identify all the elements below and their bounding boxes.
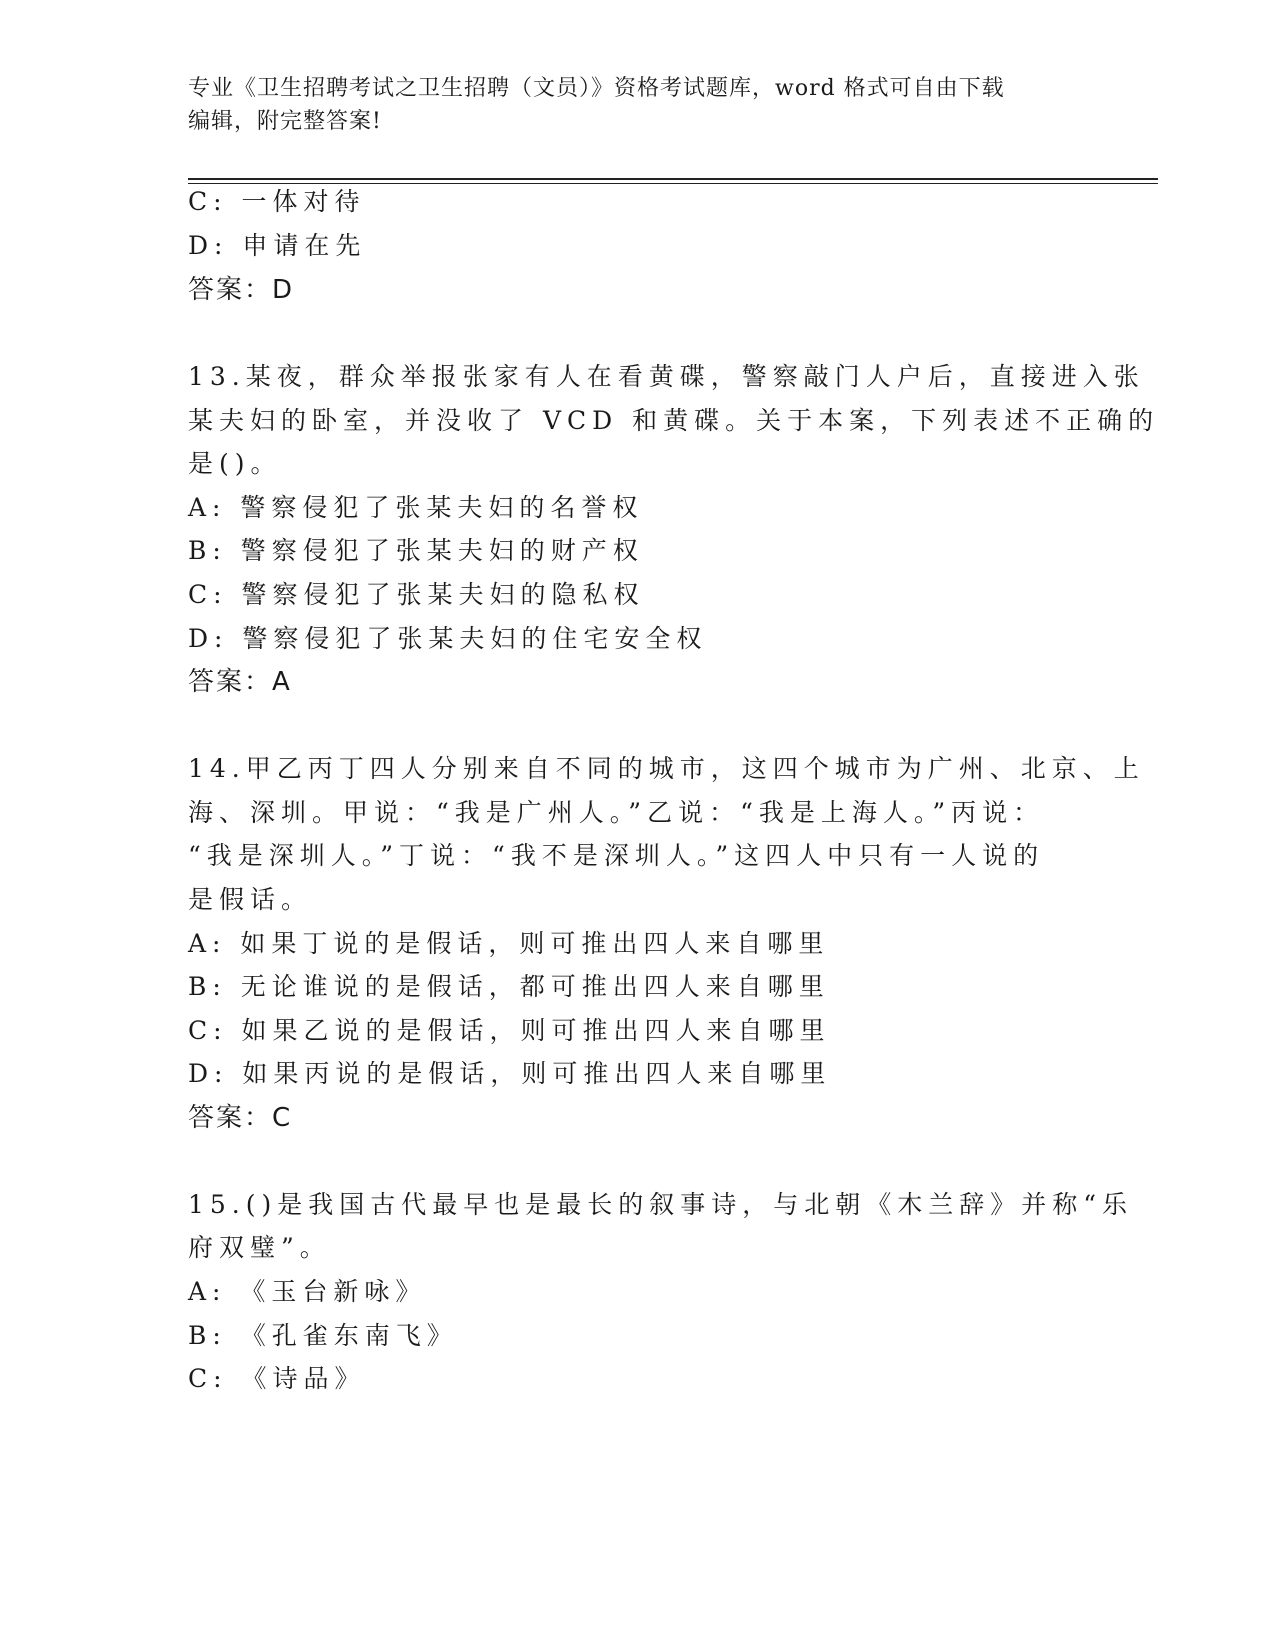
q14-answer: 答案：C <box>188 1103 293 1133</box>
header-rule-thick <box>188 178 1158 180</box>
q14-option-c: C: 如果乙说的是假话，则可推出四人来自哪里 <box>188 1016 831 1045</box>
document-header <box>188 72 1088 138</box>
q14-option-a: A: 如果丁说的是假话，则可推出四人来自哪里 <box>188 929 830 958</box>
header-rule-thin <box>188 183 1158 184</box>
q15-option-b: B: 《孔雀东南飞》 <box>188 1321 458 1350</box>
header-line-2: 编辑，附完整答案! <box>188 109 382 134</box>
q13-option-c: C: 警察侵犯了张某夫妇的隐私权 <box>188 580 645 609</box>
q13-stem-line-1: 13.某夜，群众举报张家有人在看黄碟，警察敲门人户后，直接进入张 <box>188 362 1145 391</box>
q14-option-d: D: 如果丙说的是假话，则可推出四人来自哪里 <box>188 1059 832 1088</box>
q13-answer: 答案：A <box>188 667 292 697</box>
q14-stem-line-2: 海、深圳。甲说：“我是广州人。”乙说：“我是上海人。”丙说： <box>188 798 1045 827</box>
q14-stem-line-4: 是假话。 <box>188 885 313 914</box>
header-line-1: 专业《卫生招聘考试之卫生招聘（文员）》资格考试题库，word 格式可自由下载 <box>188 76 1005 101</box>
q15-option-c: C: 《诗品》 <box>188 1364 366 1393</box>
q13-option-d: D: 警察侵犯了张某夫妇的住宅安全权 <box>188 624 708 653</box>
q13-option-b: B: 警察侵犯了张某夫妇的财产权 <box>188 536 644 565</box>
q14-stem-line-1: 14.甲乙丙丁四人分别来自不同的城市，这四个城市为广州、北京、上 <box>188 754 1145 783</box>
q12-option-c: C: 一体对待 <box>188 187 366 216</box>
q15-option-a: A: 《玉台新咏》 <box>188 1277 427 1306</box>
q12-answer: 答案：D <box>188 275 295 305</box>
q13-stem-line-3: 是()。 <box>188 449 282 478</box>
q13-stem-line-2: 某夫妇的卧室，并没收了 VCD 和黄碟。关于本案，下列表述不正确的 <box>188 406 1160 435</box>
q13-option-a: A: 警察侵犯了张某夫妇的名誉权 <box>188 493 644 522</box>
q12-option-d: D: 申请在先 <box>188 231 367 260</box>
q15-stem-line-2: 府双璧”。 <box>188 1233 331 1262</box>
q15-stem-line-1: 15.()是我国古代最早也是最长的叙事诗，与北朝《木兰辞》并称“乐 <box>188 1190 1134 1219</box>
q14-option-b: B: 无论谁说的是假话，都可推出四人来自哪里 <box>188 972 830 1001</box>
q14-stem-line-3: “我是深圳人。”丁说：“我不是深圳人。”这四人中只有一人说的 <box>188 841 1045 870</box>
